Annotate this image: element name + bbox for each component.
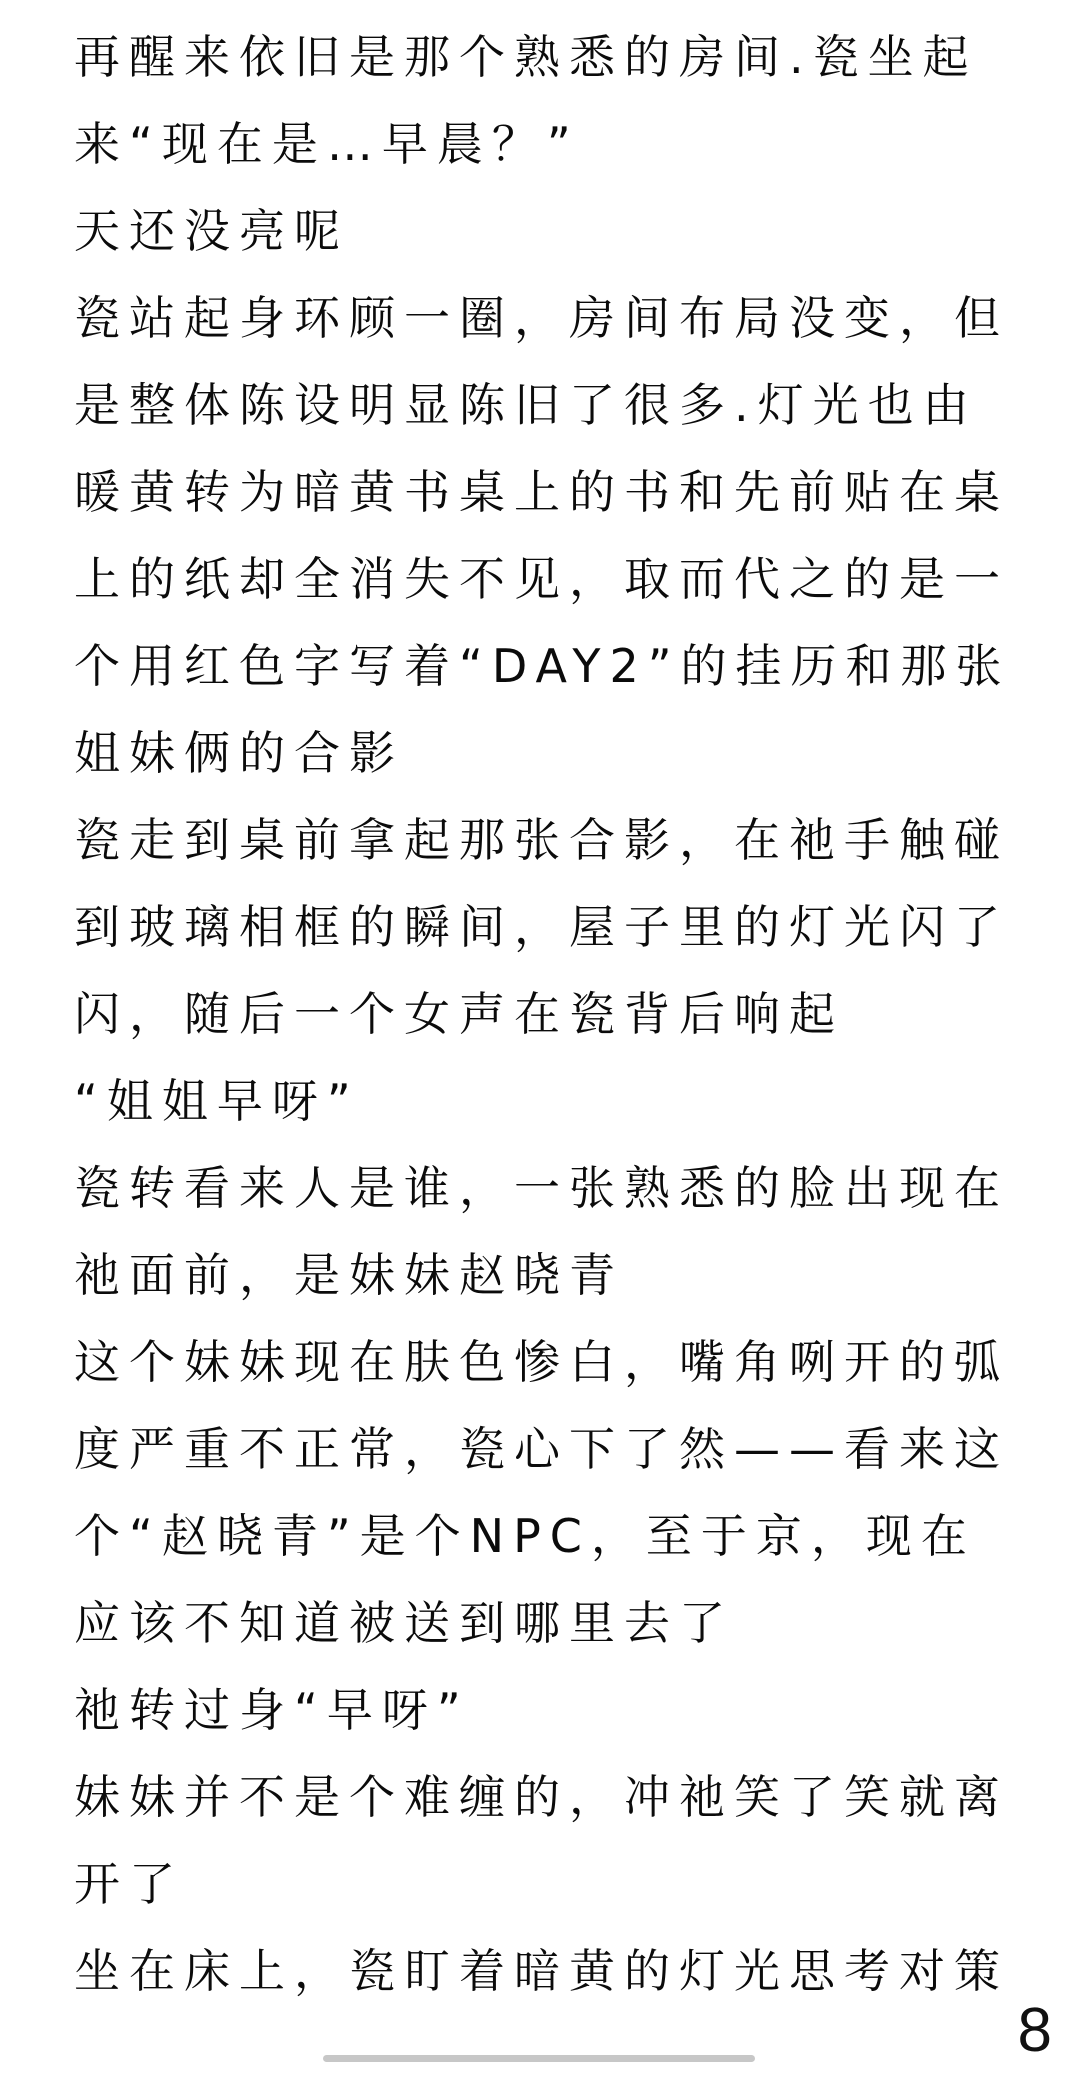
home-indicator[interactable] bbox=[323, 2055, 755, 2062]
paragraph-3: 瓷站起身环顾一圈，房间布局没变，但是整体陈设明显陈旧了很多.灯光也由暖黄转为暗黄书桌上的书和先前贴在桌上的纸却全消失不见，取而代之的是一个用红色字写着“DAY2”的挂历和那张姐妹俩的合影 bbox=[74, 291, 1011, 780]
paragraph-7: 这个妹妹现在肤色惨白，嘴角咧开的弧度严重不正常，瓷心下了然——看来这个“赵晓青”是个NPC，至于京，现在应该不知道被送到哪里去了 bbox=[74, 1335, 1009, 1650]
reading-text bbox=[74, 14, 1014, 2015]
page-number: 8 bbox=[1017, 1996, 1052, 2065]
paragraph-8: 祂转过身“早呀” bbox=[74, 1683, 470, 1737]
paragraph-4: 瓷走到桌前拿起那张合影，在祂手触碰到玻璃相框的瞬间，屋子里的灯光闪了闪，随后一个女声在瓷背后响起 bbox=[74, 813, 1009, 1041]
paragraph-9: 妹妹并不是个难缠的，冲祂笑了笑就离开了 bbox=[74, 1770, 1009, 1911]
paragraph-10: 坐在床上，瓷盯着暗黄的灯光思考对策 bbox=[74, 1944, 1009, 1998]
paragraph-6: 瓷转看来人是谁，一张熟悉的脸出现在祂面前，是妹妹赵晓青 bbox=[74, 1161, 1009, 1302]
paragraph-2: 天还没亮呢 bbox=[74, 204, 349, 258]
paragraph-5: “姐姐早呀” bbox=[74, 1074, 360, 1128]
paragraph-1: 再醒来依旧是那个熟悉的房间.瓷坐起来“现在是…早晨？” bbox=[74, 30, 978, 171]
